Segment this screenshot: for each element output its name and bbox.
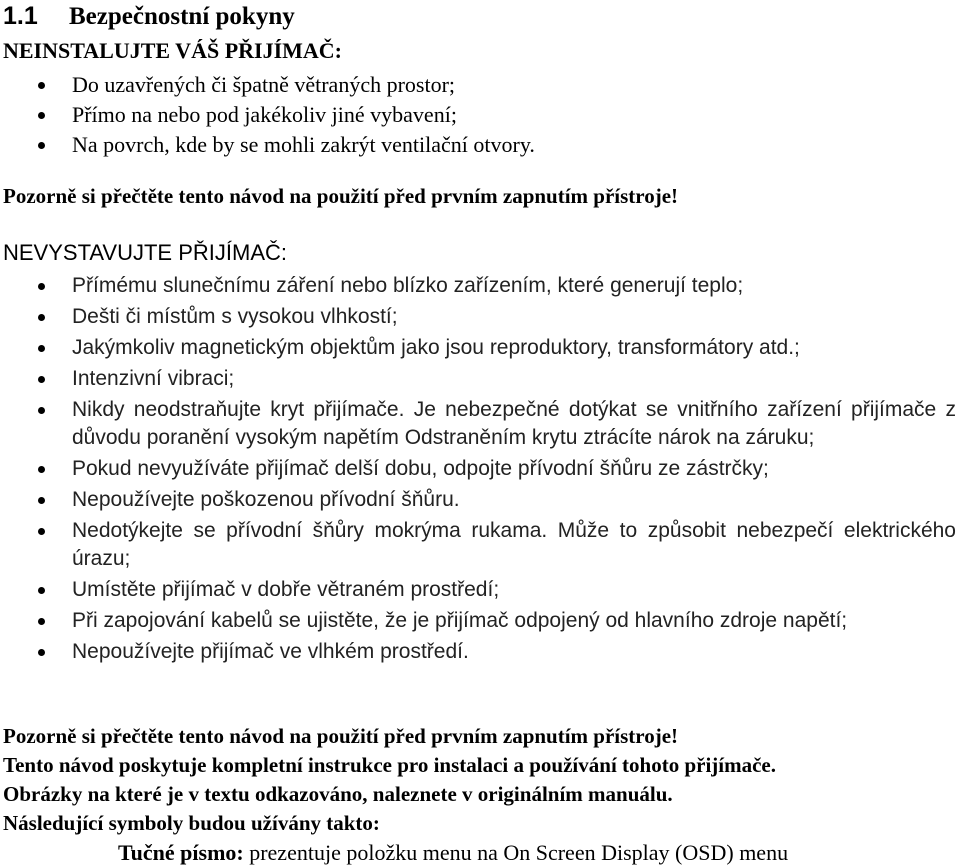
bullet-icon bbox=[38, 618, 45, 625]
list-item: Jakýmkoliv magnetickým objektům jako jsou reproduktory, transformátory atd.; bbox=[0, 334, 960, 362]
footer-line: Tento návod poskytuje kompletní instrukce pro instalaci a používání tohoto přijímače. bbox=[3, 753, 776, 777]
list-item: Nepoužívejte poškozenou přívodní šňůru. bbox=[0, 486, 960, 514]
bullet-icon bbox=[38, 345, 45, 352]
list-item: Nedotýkejte se přívodní šňůry mokrýma rukama. Může to způsobit nebezpečí elektrického úrazu; bbox=[0, 517, 956, 573]
bullet-icon bbox=[38, 407, 45, 414]
bullet-icon bbox=[38, 283, 45, 290]
list-item: Nepoužívejte přijímač ve vlhkém prostředí. bbox=[0, 638, 960, 666]
bullet-icon bbox=[38, 82, 45, 89]
bullet-icon bbox=[38, 314, 45, 321]
list-item: Umístěte přijímač v dobře větraném prostředí; bbox=[0, 576, 960, 604]
footer-line: Obrázky na které je v textu odkazováno, naleznete v originálním manuálu. bbox=[3, 782, 673, 806]
section-number: 1.1 bbox=[3, 2, 38, 30]
list-item: Pokud nevyužíváte přijímač delší dobu, odpojte přívodní šňůru ze zástrčky; bbox=[0, 455, 960, 483]
footer-line: Pozorně si přečtěte tento návod na použití před prvním zapnutím přístroje! bbox=[3, 724, 679, 748]
bullet-icon bbox=[38, 112, 45, 119]
list-item: Při zapojování kabelů se ujistěte, že je přijímač odpojený od hlavního zdroje napětí; bbox=[0, 607, 960, 635]
bullet-icon bbox=[38, 649, 45, 656]
bullet-icon bbox=[38, 497, 45, 504]
bullet-icon bbox=[38, 528, 45, 535]
symbol-term: Tučné písmo: bbox=[118, 840, 244, 865]
symbol-description: prezentuje položku menu na On Screen Display (OSD) menu bbox=[243, 840, 789, 865]
section-heading bbox=[3, 2, 295, 31]
footer-line: Následující symboly budou užívány takto: bbox=[3, 811, 380, 835]
install-warning-title: NEINSTALUJTE VÁŠ PŘIJÍMAČ: bbox=[3, 38, 343, 63]
section-title: Bezpečnostní pokyny bbox=[69, 3, 295, 30]
bullet-icon bbox=[38, 376, 45, 383]
exposure-warning-title: NEVYSTAVUJTE PŘIJÍMAČ: bbox=[3, 240, 288, 265]
install-warning-list bbox=[0, 70, 960, 160]
list-item: Přímému slunečnímu záření nebo blízko zařízením, které generují teplo; bbox=[0, 272, 960, 300]
list-item: Nikdy neodstraňujte kryt přijímače. Je nebezpečné dotýkat se vnitřního zařízení přijímače z důvodu poranění vysokým napětím Odstraněním krytu ztrácíte nárok na záruku; bbox=[0, 396, 956, 452]
list-item: Do uzavřených či špatně větraných prostor; bbox=[0, 70, 960, 100]
list-item: Intenzivní vibraci; bbox=[0, 365, 960, 393]
symbol-definition bbox=[118, 840, 788, 866]
bullet-icon bbox=[38, 466, 45, 473]
list-item: Na povrch, kde by se mohli zakrýt ventilační otvory. bbox=[0, 130, 960, 160]
list-item: Přímo na nebo pod jakékoliv jiné vybavení; bbox=[0, 100, 960, 130]
list-item: Dešti či místům s vysokou vlhkostí; bbox=[0, 303, 960, 331]
read-manual-notice: Pozorně si přečtěte tento návod na použití před prvním zapnutím přístroje! bbox=[3, 184, 679, 208]
exposure-warning-list bbox=[0, 272, 960, 669]
bullet-icon bbox=[38, 142, 45, 149]
bullet-icon bbox=[38, 587, 45, 594]
